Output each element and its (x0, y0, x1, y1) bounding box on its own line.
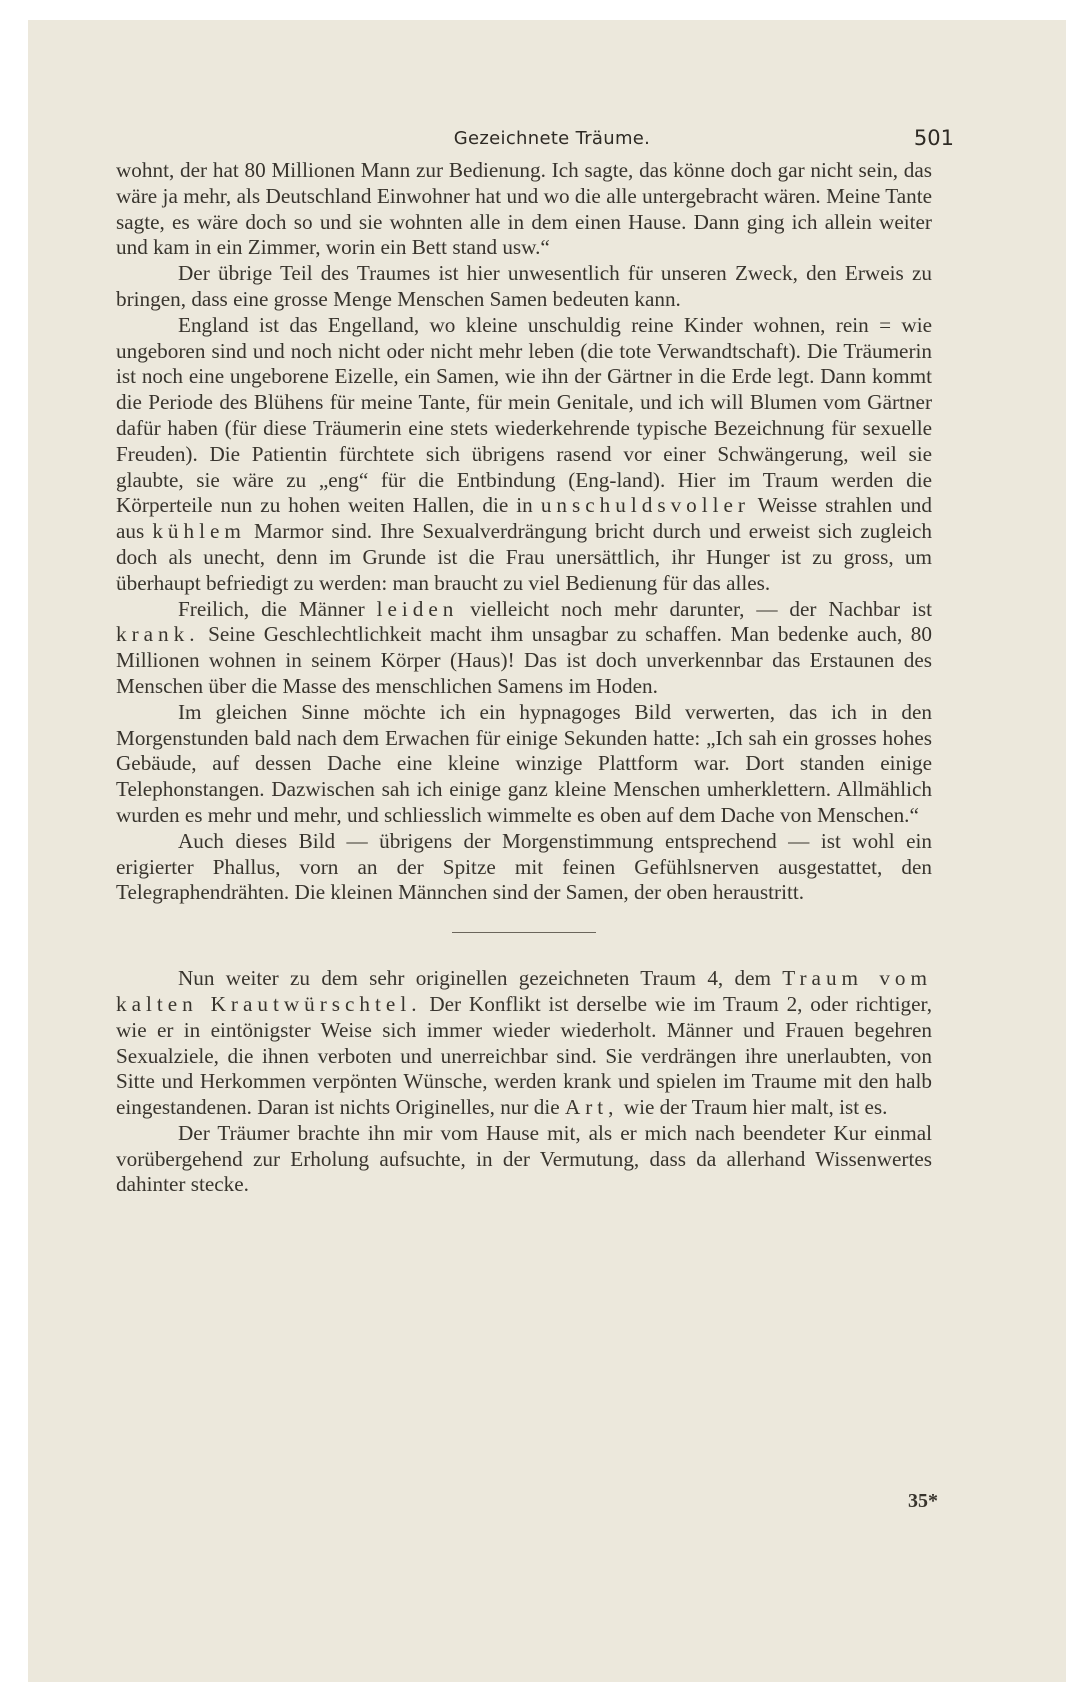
paragraph-1: wohnt, der hat 80 Millionen Mann zur Bedienung. Ich sagte, das könne doch gar nicht sein, das wäre ja mehr, als Deutschland Einwohner hat und wo die alle untergebracht wären. Meine Tante sagte, es wäre doch so und sie wohnten alle in dem einen Hause. Dann ging ich allein weiter und kam in ein Zimmer, worin ein Bett stand usw.“ (116, 158, 932, 260)
page-header (144, 128, 960, 158)
running-title: Gezeichnete Träume. (453, 128, 651, 149)
text-run: Der Konflikt ist derselbe wie im Traum 2, oder richtiger, wie er in eintönigster Weise sich immer wieder wiederholt. Männer und Frauen begehren Sexualziele, die ihnen verboten und unerreichbar sind. Sie verdrängen ihre unerlaubten, von Sitte und Herkommen verpönten Wünsche, werden krank und spielen im Traume mit den halb eingestandenen. Daran ist nichts Originelles, nur die (116, 991, 932, 1120)
spaced-emphasis: kühlem (152, 519, 246, 544)
signature-mark: 35* (908, 1490, 938, 1512)
paragraph-7 (116, 966, 932, 1121)
paragraph-6: Auch dieses Bild — übrigens der Morgenstimmung entsprechend — ist wohl ein erigierter Phallus, vorn an der Spitze mit feinen Gefühlsnerven ausgestattet, den Telegraphendrähten. Die kleinen Männchen sind der Samen, der oben heraustritt. (116, 828, 932, 905)
spaced-emphasis: Traum vom kalten Krautwürschtel. (116, 966, 932, 1016)
section-divider (452, 932, 596, 933)
text-run: England ist das Engelland, wo kleine unschuldig reine Kinder wohnen, rein = wie ungeboren sind und noch nicht oder nicht mehr leben (die tote Verwandtschaft). Die Träumerin ist noch eine ungeborene Eizelle, ein Samen, wie ihn der Gärtner in die Erde legt. Dann kommt die Periode des Blühens für meine Tante, für mein Genitale, und ich will Blumen vom Gärtner dafür haben (für diese Träumerin eine stets wiederkehrende typische Bezeichnung für sexuelle Freuden). Die Patientin fürchtete sich übrigens rasend vor einer Schwängerung, weil sie glaubte, sie wäre zu „eng“ für die Entbindung (Eng-land). Hier im Traum werden die Körperteile nun zu hohen weiten Hallen, die in (116, 312, 932, 518)
paragraph-3 (116, 313, 932, 597)
text-run: Seine Geschlechtlichkeit macht ihm unsagbar zu schaffen. Man bedenke auch, 80 Millionen wohnen in seinem Körper (Haus)! Das ist doch unverkennbar das Erstaunen des Menschen über die Masse des menschlichen Samens im Hoden. (116, 622, 932, 698)
paragraph-2: Der übrige Teil des Traumes ist hier unwesentlich für unseren Zweck, den Erweis zu bringen, dass eine grosse Menge Menschen Samen bedeuten kann. (116, 261, 932, 311)
text-run: Marmor sind. Ihre Sexualverdrängung bricht durch und erweist sich zugleich doch als unecht, denn im Grunde ist die Frau unersättlich, ihr Hunger ist zu gross, um überhaupt befriedigt zu werden: man braucht zu viel Bedienung für das alles. (116, 519, 933, 595)
spaced-emphasis: krank. (116, 622, 200, 647)
text-run: Weisse strahlen und aus (116, 493, 932, 544)
text-run: wie der Traum hier malt, ist es. (623, 1095, 888, 1120)
page-number: 501 (913, 126, 954, 150)
text-run: Nun weiter zu dem sehr originellen gezeichneten Traum 4, dem (178, 966, 771, 991)
paragraph-4 (116, 597, 932, 700)
spaced-emphasis: unschuldsvoller (540, 493, 750, 518)
text-run: vielleicht noch mehr darunter, — der Nachbar ist (470, 596, 932, 621)
text-run: Freilich, die Männer (178, 596, 365, 621)
spaced-emphasis: leiden (376, 596, 459, 621)
body-text (116, 158, 932, 1198)
paragraph-8: Der Träumer brachte ihn mir vom Hause mit, als er mich nach beendeter Kur einmal vorübergehend zur Erholung aufsuchte, in der Vermutung, dass da allerhand Wissenwertes dahinter stecke. (116, 1120, 932, 1197)
spaced-emphasis: Art, (564, 1095, 619, 1120)
paragraph-5: Im gleichen Sinne möchte ich ein hypnagoges Bild verwerten, das ich in den Morgenstunden bald nach dem Erwachen für einige Sekunden hatte: „Ich sah ein grosses hohes Gebäude, auf dessen Dache eine kleine winzige Plattform war. Dort standen einige Telephonstangen. Dazwischen sah ich einige ganz kleine Menschen umherklettern. Allmählich wurden es mehr und mehr, und schliesslich wimmelte es oben auf dem Dache von Menschen.“ (116, 699, 932, 827)
